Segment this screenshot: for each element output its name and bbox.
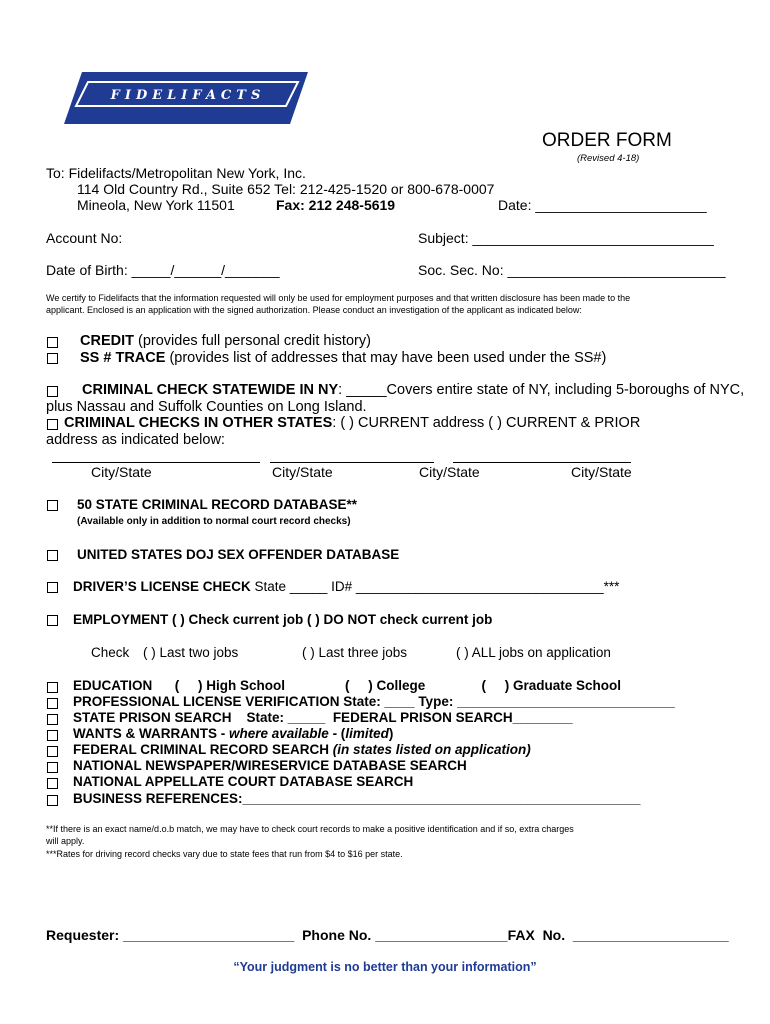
city-state-label: City/State	[571, 464, 632, 480]
date-of-birth-field[interactable]: Date of Birth: _____/______/_______	[46, 262, 280, 278]
prof-license-checkbox[interactable]	[47, 698, 58, 709]
to-line-1: To: Fidelifacts/Metropolitan New York, Inc.	[46, 165, 306, 181]
federal-criminal-text: FEDERAL CRIMINAL RECORD SEARCH	[73, 742, 333, 757]
credit-checkbox[interactable]	[47, 337, 58, 348]
ss-trace-option	[80, 350, 606, 366]
credit-label: CREDIT	[80, 333, 134, 349]
criminal-other-line-2: address as indicated below:	[46, 432, 225, 448]
drivers-license-desc: State _____ ID# _________________________________***	[250, 579, 620, 594]
wants-where-available: where available	[229, 726, 329, 741]
account-no-field[interactable]: Account No:	[46, 230, 123, 246]
criminal-ny-line-2: plus Nassau and Suffolk Counties on Long Island.	[46, 399, 367, 415]
federal-criminal-checkbox[interactable]	[47, 746, 58, 757]
newspaper-checkbox[interactable]	[47, 762, 58, 773]
to-line-2: 114 Old Country Rd., Suite 652 Tel: 212-425-1520 or 800-678-0007	[77, 181, 495, 197]
last-two-jobs-option[interactable]: ( ) Last two jobs	[143, 645, 239, 660]
page-title: ORDER FORM	[542, 130, 672, 151]
credit-option	[80, 333, 371, 349]
city-state-blank-3[interactable]	[453, 462, 631, 463]
wants-separator: - (	[328, 726, 346, 741]
certify-line-2: applicant. Enclosed is an application with the signed authorization. Please conduct an investigation of the applicant as indicated below:	[46, 305, 582, 315]
revision-note: (Revised 4-18)	[577, 153, 640, 164]
employment-option	[73, 612, 492, 627]
criminal-other-label: CRIMINAL CHECKS IN OTHER STATES	[64, 415, 333, 431]
criminal-ny-label: CRIMINAL CHECK STATEWIDE IN NY	[82, 382, 339, 398]
all-jobs-option[interactable]: ( ) ALL jobs on application	[456, 645, 611, 660]
prison-search-label: STATE PRISON SEARCH State: _____ FEDERAL PRISON SEARCH________	[73, 710, 573, 725]
employment-label: EMPLOYMENT	[73, 612, 169, 627]
appellate-checkbox[interactable]	[47, 778, 58, 789]
employment-desc: ( ) Check current job ( ) DO NOT check current job	[168, 612, 493, 627]
newspaper-label: NATIONAL NEWSPAPER/WIRESERVICE DATABASE SEARCH	[73, 758, 467, 773]
ss-trace-desc: (provides list of addresses that may have been used under the SS#)	[165, 350, 607, 366]
fidelifacts-logo	[64, 72, 308, 124]
education-checkbox[interactable]	[47, 682, 58, 693]
to-line-3: Mineola, New York 11501	[77, 197, 235, 213]
subject-field[interactable]: Subject: _______________________________	[418, 230, 714, 246]
fifty-state-note: (Available only in addition to normal court record checks)	[77, 516, 351, 527]
city-state-label: City/State	[272, 464, 333, 480]
criminal-ny-checkbox[interactable]	[47, 386, 58, 397]
certify-line-1: We certify to Fidelifacts that the information requested will only be used for employment purposes and that written disclosure has been made to the	[46, 293, 631, 303]
wants-warrants-label	[73, 726, 393, 741]
wants-warrants-text: WANTS & WARRANTS -	[73, 726, 229, 741]
credit-desc: (provides full personal credit history)	[133, 333, 371, 349]
criminal-other-option	[64, 415, 640, 431]
drivers-license-checkbox[interactable]	[47, 582, 58, 593]
date-field[interactable]: Date: ______________________	[498, 197, 707, 213]
city-state-blank-1[interactable]	[52, 462, 260, 463]
wants-warrants-checkbox[interactable]	[47, 730, 58, 741]
ss-trace-label: SS # TRACE	[80, 350, 166, 366]
doj-checkbox[interactable]	[47, 550, 58, 561]
prison-search-checkbox[interactable]	[47, 714, 58, 725]
wants-limited: limited	[345, 726, 389, 741]
fifty-state-checkbox[interactable]	[47, 500, 58, 511]
ss-trace-checkbox[interactable]	[47, 353, 58, 364]
criminal-other-desc: : ( ) CURRENT address ( ) CURRENT & PRIOR	[332, 415, 641, 431]
wants-close: )	[388, 726, 394, 741]
criminal-other-checkbox[interactable]	[47, 419, 58, 430]
footnote-2: ***Rates for driving record checks vary due to state fees that run from $4 to $16 per state.	[46, 849, 403, 859]
criminal-ny-desc: : _____Covers entire state of NY, including 5-boroughs of NYC,	[338, 382, 745, 398]
criminal-ny-option	[82, 382, 744, 398]
city-state-blank-2[interactable]	[270, 462, 434, 463]
federal-criminal-label	[73, 742, 531, 757]
tagline: “Your judgment is no better than your information”	[233, 960, 537, 974]
employment-checkbox[interactable]	[47, 615, 58, 626]
fax-number: Fax: 212 248-5619	[276, 197, 396, 213]
employment-check-label: Check	[91, 645, 130, 660]
education-label: EDUCATION ( ) High School ( ) College ( ) Graduate School	[73, 678, 622, 693]
soc-sec-field[interactable]: Soc. Sec. No: ____________________________	[418, 262, 726, 278]
city-state-label: City/State	[419, 464, 480, 480]
business-references-label: BUSINESS REFERENCES:_____________________________________________________	[73, 791, 641, 806]
logo-text: FIDELIFACTS	[110, 88, 266, 103]
federal-criminal-note: (in states listed on application)	[332, 742, 531, 757]
drivers-license-option	[73, 579, 619, 594]
doj-label: UNITED STATES DOJ SEX OFFENDER DATABASE	[77, 547, 400, 562]
prof-license-label: PROFESSIONAL LICENSE VERIFICATION State: ____ Type: _____________________________	[73, 694, 675, 709]
last-three-jobs-option[interactable]: ( ) Last three jobs	[302, 645, 408, 660]
business-references-checkbox[interactable]	[47, 795, 58, 806]
drivers-license-label: DRIVER’S LICENSE CHECK	[73, 579, 251, 594]
footnote-1-cont: will apply.	[46, 836, 85, 846]
fifty-state-label: 50 STATE CRIMINAL RECORD DATABASE**	[77, 497, 358, 512]
footnote-1: **If there is an exact name/d.o.b match, we may have to check court records to make a positive identification and if so, extra charges	[46, 824, 574, 834]
requester-line[interactable]: Requester: ______________________ Phone No. _________________FAX No. ____________________	[46, 927, 729, 943]
city-state-label: City/State	[91, 464, 152, 480]
appellate-label: NATIONAL APPELLATE COURT DATABASE SEARCH	[73, 774, 414, 789]
